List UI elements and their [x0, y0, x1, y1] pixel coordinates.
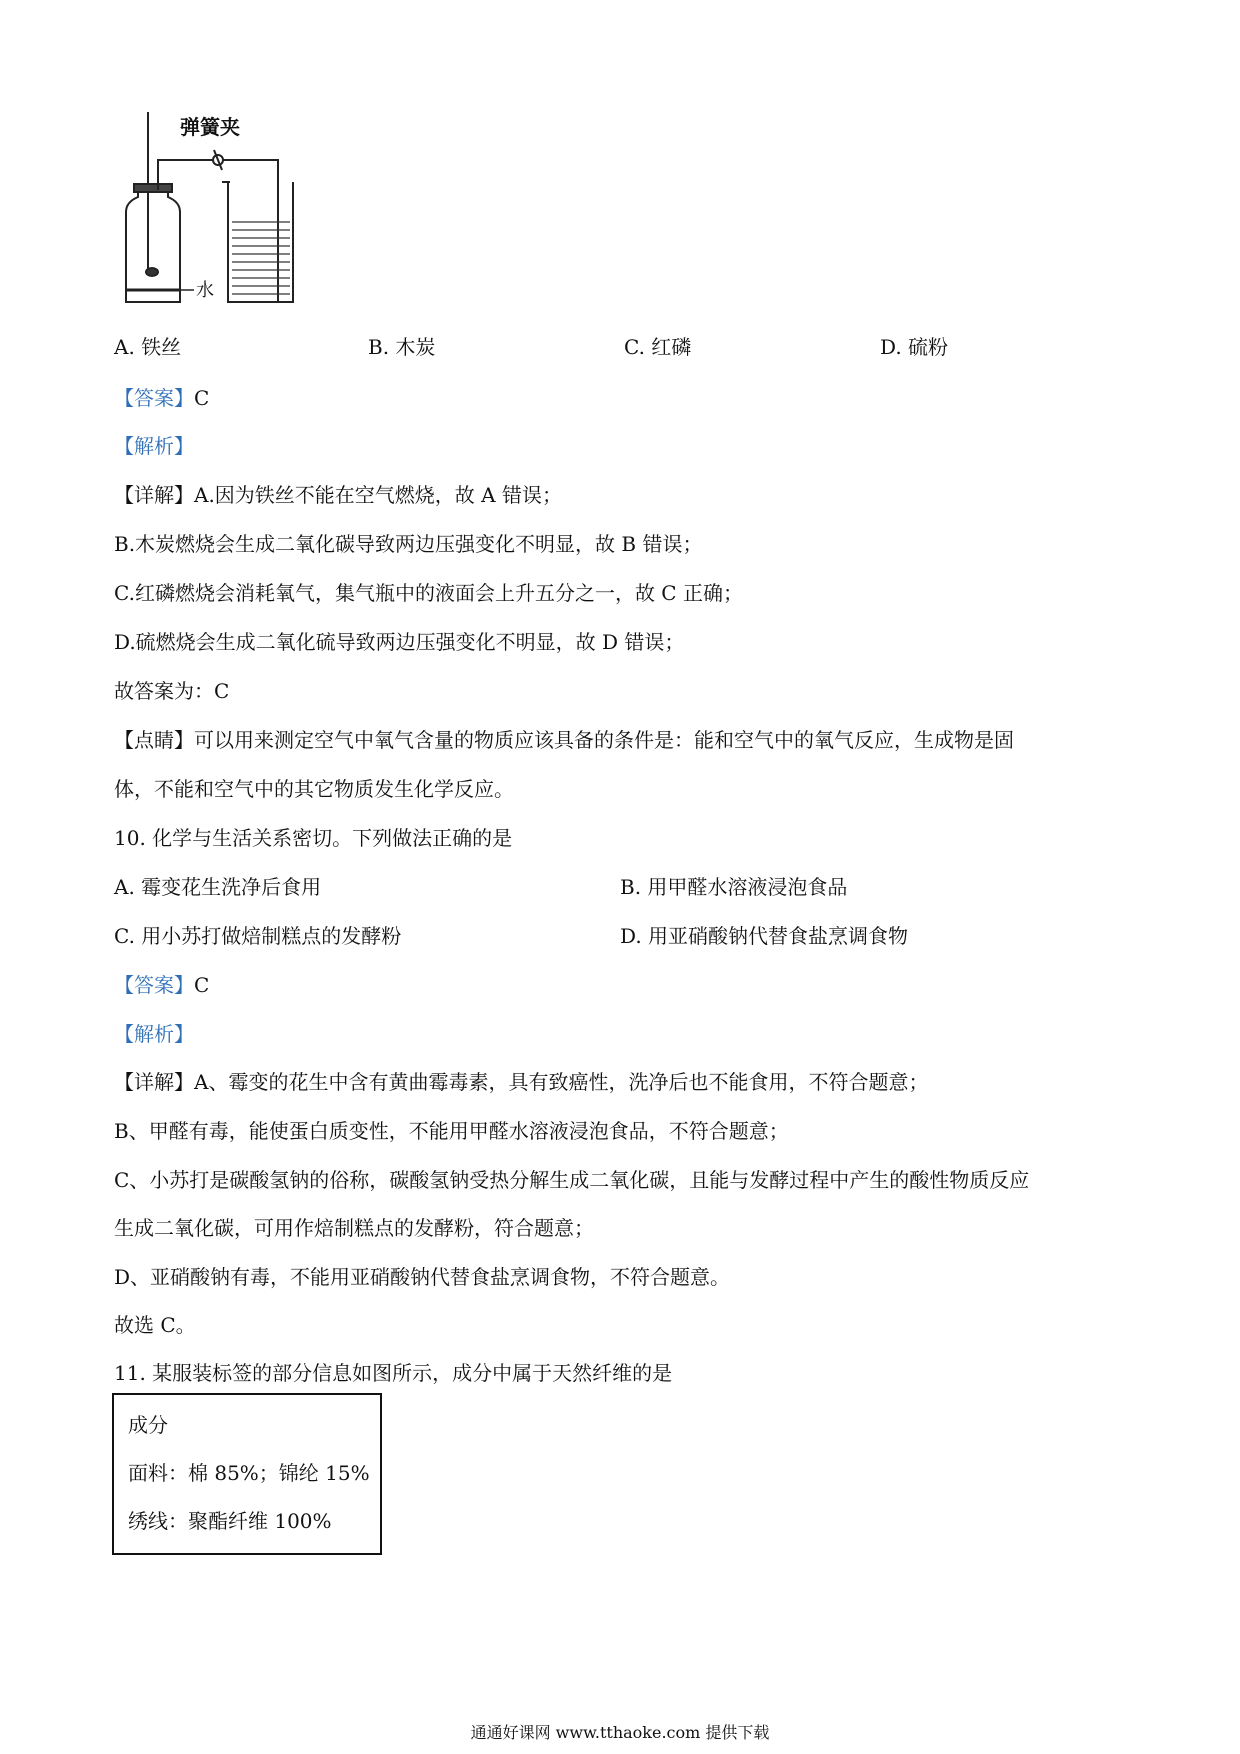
apparatus-figure: [118, 112, 338, 312]
q10-option-c: C. 用小苏打做焙制糕点的发酵粉: [114, 924, 402, 948]
q9-option-d: D. 硫粉: [880, 335, 949, 359]
q9-analysis: [114, 432, 194, 460]
q9-detail-line: 【详解】A.因为铁丝不能在空气燃烧，故 A 错误；: [114, 483, 562, 507]
q9-comment-line: 体，不能和空气中的其它物质发生化学反应。: [114, 777, 514, 801]
q10-option-b: B. 用甲醛水溶液浸泡食品: [620, 875, 848, 899]
connecting-tube: [158, 160, 278, 302]
apparatus-diagram: [118, 112, 338, 312]
q10-option-d: D. 用亚硝酸钠代替食盐烹调食物: [620, 924, 909, 948]
q11-stem: 11. 某服装标签的部分信息如图所示，成分中属于天然纤维的是: [114, 1361, 673, 1385]
bottle-stopper: [134, 184, 172, 192]
q10-detail-line: C、小苏打是碳酸氢钠的俗称，碳酸氢钠受热分解生成二氧化碳，且能与发酵过程中产生的酸性物质反应: [114, 1168, 1030, 1192]
garment-label-box: [112, 1393, 382, 1555]
combustion-spoon: [146, 268, 158, 276]
answer-tag: 【答案】: [114, 973, 194, 997]
q9-option-c: C. 红磷: [624, 335, 692, 359]
q10-detail-line: B、甲醛有毒，能使蛋白质变性，不能用甲醛水溶液浸泡食品，不符合题意；: [114, 1119, 789, 1143]
spring-clip-label: 弹簧夹: [180, 115, 240, 139]
q10-option-a: A. 霉变花生洗净后食用: [114, 875, 322, 899]
label-fabric: 面料：棉 85%；锦纶 15%: [128, 1461, 370, 1485]
answer-value: C: [194, 973, 210, 997]
page-footer: 通通好课网 www.tthaoke.com 提供下载: [470, 1723, 770, 1742]
comment-tag: 【点睛】: [114, 728, 194, 752]
q10-detail-line: D、亚硝酸钠有毒，不能用亚硝酸钠代替食盐烹调食物，不符合题意。: [114, 1265, 731, 1289]
q9-detail-line: C.红磷燃烧会消耗氧气，集气瓶中的液面会上升五分之一，故 C 正确；: [114, 581, 743, 605]
analysis-tag: 【解析】: [114, 434, 194, 458]
q9-option-a: A. 铁丝: [114, 335, 182, 359]
q10-detail-line: 【详解】A、霉变的花生中含有黄曲霉毒素，具有致癌性，洗净后也不能食用，不符合题意；: [114, 1070, 929, 1094]
q10-detail-line: 生成二氧化碳，可用作焙制糕点的发酵粉，符合题意；: [114, 1216, 594, 1240]
q10-analysis: [114, 1020, 194, 1048]
q10-conclusion: 故选 C。: [114, 1313, 196, 1337]
analysis-tag: 【解析】: [114, 1022, 194, 1046]
q9-comment-line: 【点睛】可以用来测定空气中氧气含量的物质应该具备的条件是：能和空气中的氧气反应，生成物是固: [114, 728, 1014, 752]
detail-tag: 【详解】: [114, 483, 194, 507]
label-thread: 绣线：聚酯纤维 100%: [128, 1509, 332, 1533]
q9-detail-line: D.硫燃烧会生成二氧化硫导致两边压强变化不明显，故 D 错误；: [114, 630, 685, 654]
q10-stem: 10. 化学与生活关系密切。下列做法正确的是: [114, 826, 513, 850]
q10-answer: [114, 971, 209, 999]
water-label: 水: [196, 280, 214, 301]
beaker-water: [232, 222, 290, 294]
beaker: [228, 182, 293, 302]
q9-option-b: B. 木炭: [368, 335, 436, 359]
answer-value: C: [194, 386, 210, 410]
gas-bottle: [126, 190, 180, 302]
q9-detail-line: B.木炭燃烧会生成二氧化碳导致两边压强变化不明显，故 B 错误；: [114, 532, 703, 556]
q9-conclusion: 故答案为：C: [114, 679, 230, 703]
label-title: 成分: [128, 1413, 168, 1437]
answer-tag: 【答案】: [114, 386, 194, 410]
q9-answer: [114, 384, 209, 412]
detail-tag: 【详解】: [114, 1070, 194, 1094]
